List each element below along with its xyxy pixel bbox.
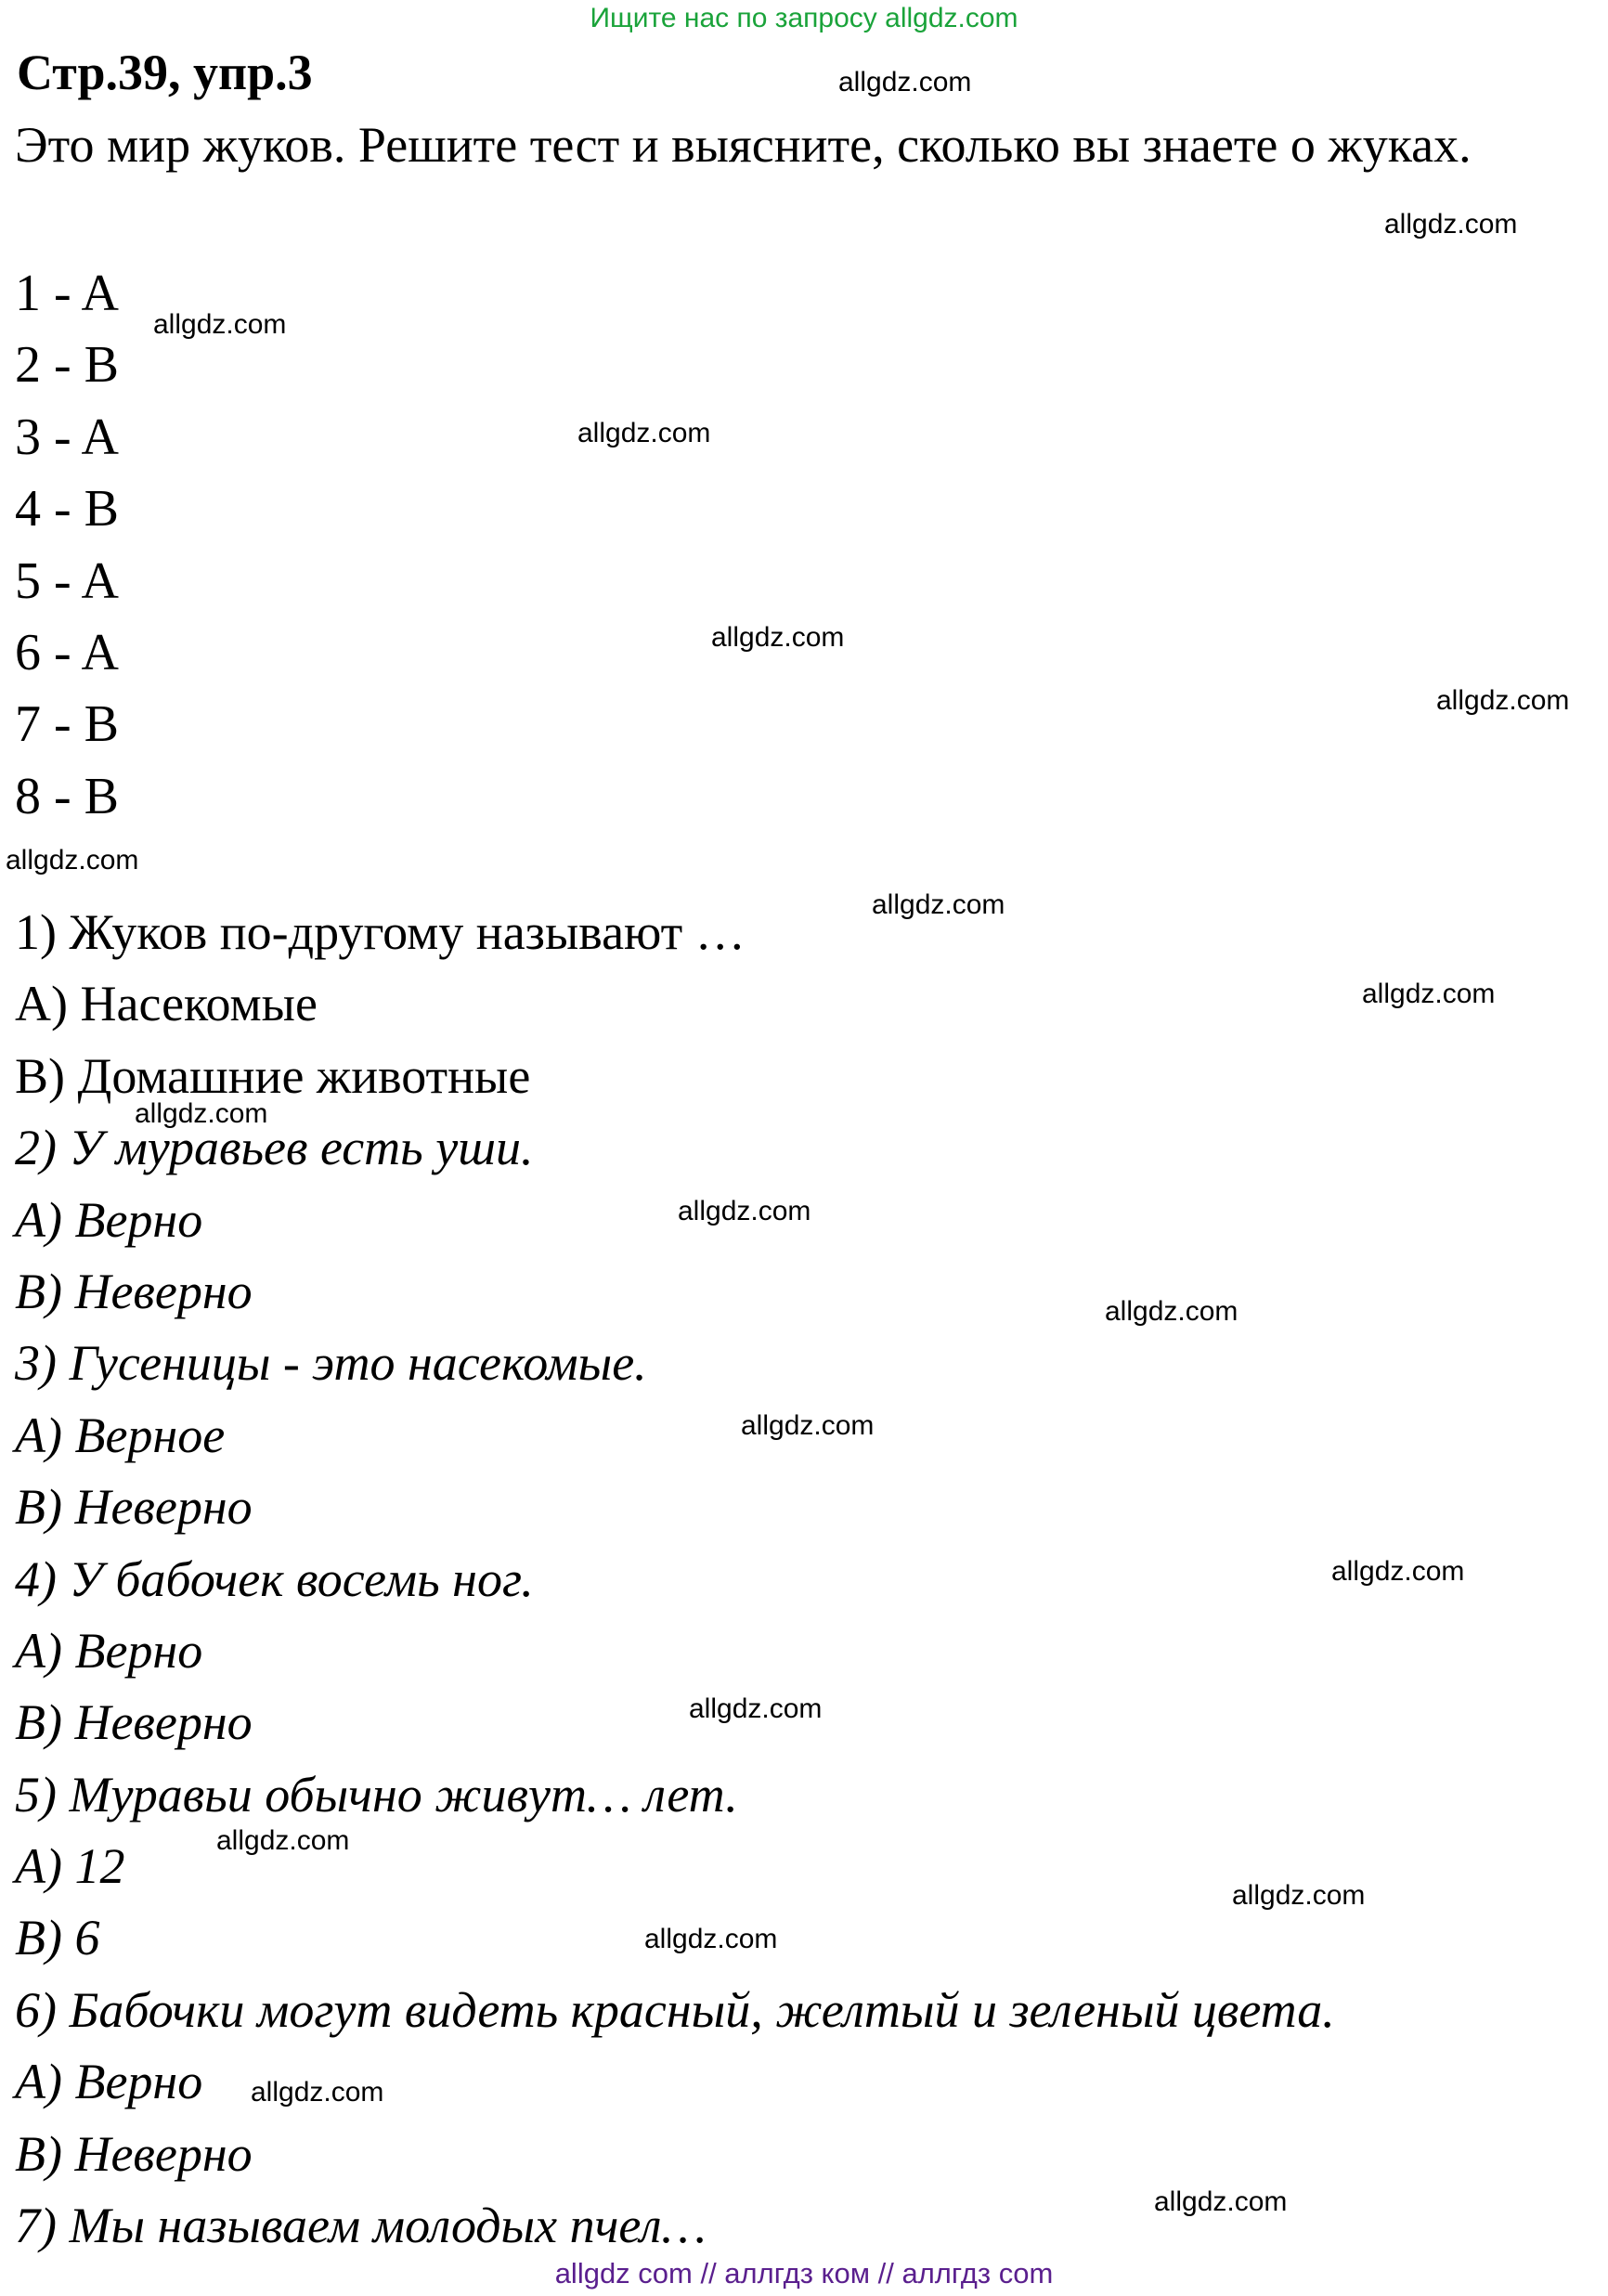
question-option: B) Неверно (15, 1479, 253, 1536)
answer-item: 8 - B (15, 767, 119, 825)
answer-item: 5 - A (15, 551, 119, 610)
task-text: Это мир жуков. Решите тест и выясните, сколько вы знаете о жуках. (15, 117, 1472, 173)
question-option: A) 12 (15, 1838, 125, 1895)
watermark: allgdz.com (1384, 209, 1518, 240)
question-option: B) 6 (15, 1910, 100, 1966)
question-option: A) Верно (15, 1622, 203, 1679)
watermark: allgdz.com (1331, 1556, 1465, 1587)
watermark: allgdz.com (216, 1825, 350, 1856)
watermark: allgdz.com (711, 622, 845, 653)
question-line: 6) Бабочки могут видеть красный, желтый и зеленый цвета. (15, 1981, 1335, 2038)
question-line: 7) Мы называем молодых пчел… (15, 2198, 707, 2254)
question-line: 2) У муравьев есть уши. (15, 1120, 534, 1176)
watermark: allgdz.com (153, 309, 287, 340)
answer-item: 2 - B (15, 336, 119, 395)
answer-item: 1 - A (15, 265, 119, 322)
question-option: B) Неверно (15, 1694, 253, 1751)
question-option: A) Насекомые (15, 976, 318, 1032)
answer-item: 4 - B (15, 480, 119, 538)
watermark: allgdz.com (1436, 685, 1570, 716)
answers-list (15, 258, 119, 833)
question-option: B) Домашние животные (15, 1047, 531, 1104)
question-option: B) Неверно (15, 2125, 253, 2182)
watermark: allgdz.com (577, 418, 711, 448)
watermark: allgdz.com (689, 1693, 823, 1724)
question-line: 1) Жуков по-другому называют … (15, 904, 746, 960)
answer-item: 3 - A (15, 408, 119, 466)
question-option: B) Неверно (15, 1263, 253, 1319)
answer-item: 6 - A (15, 623, 119, 681)
watermark: allgdz.com (678, 1196, 811, 1226)
watermark: allgdz.com (872, 889, 1005, 920)
footer-watermark: allgdz com // аллгдз ком // аллгдз com (554, 2257, 1054, 2290)
top-banner: Ищите нас по запросу allgdz.com (590, 3, 1018, 33)
question-line: 4) У бабочек восемь ног. (15, 1550, 534, 1607)
watermark: allgdz.com (6, 845, 139, 876)
question-option: A) Верное (15, 1407, 226, 1463)
watermark: allgdz.com (1232, 1880, 1366, 1911)
page-title: Стр.39, упр.3 (17, 45, 313, 100)
question-option: A) Верно (15, 1191, 203, 1248)
watermark: allgdz.com (1105, 1296, 1238, 1327)
watermark: allgdz.com (251, 2077, 384, 2108)
answer-item: 7 - B (15, 695, 119, 754)
watermark: allgdz.com (1154, 2186, 1288, 2217)
watermark: allgdz.com (135, 1098, 268, 1129)
question-line: 5) Муравьи обычно живут… лет. (15, 1766, 738, 1823)
watermark: allgdz.com (838, 67, 972, 97)
watermark: allgdz.com (741, 1410, 875, 1441)
question-line: 3) Гусеницы - это насекомые. (15, 1335, 647, 1392)
watermark: allgdz.com (1362, 979, 1496, 1009)
question-option: A) Верно (15, 2054, 203, 2110)
watermark: allgdz.com (644, 1924, 778, 1954)
